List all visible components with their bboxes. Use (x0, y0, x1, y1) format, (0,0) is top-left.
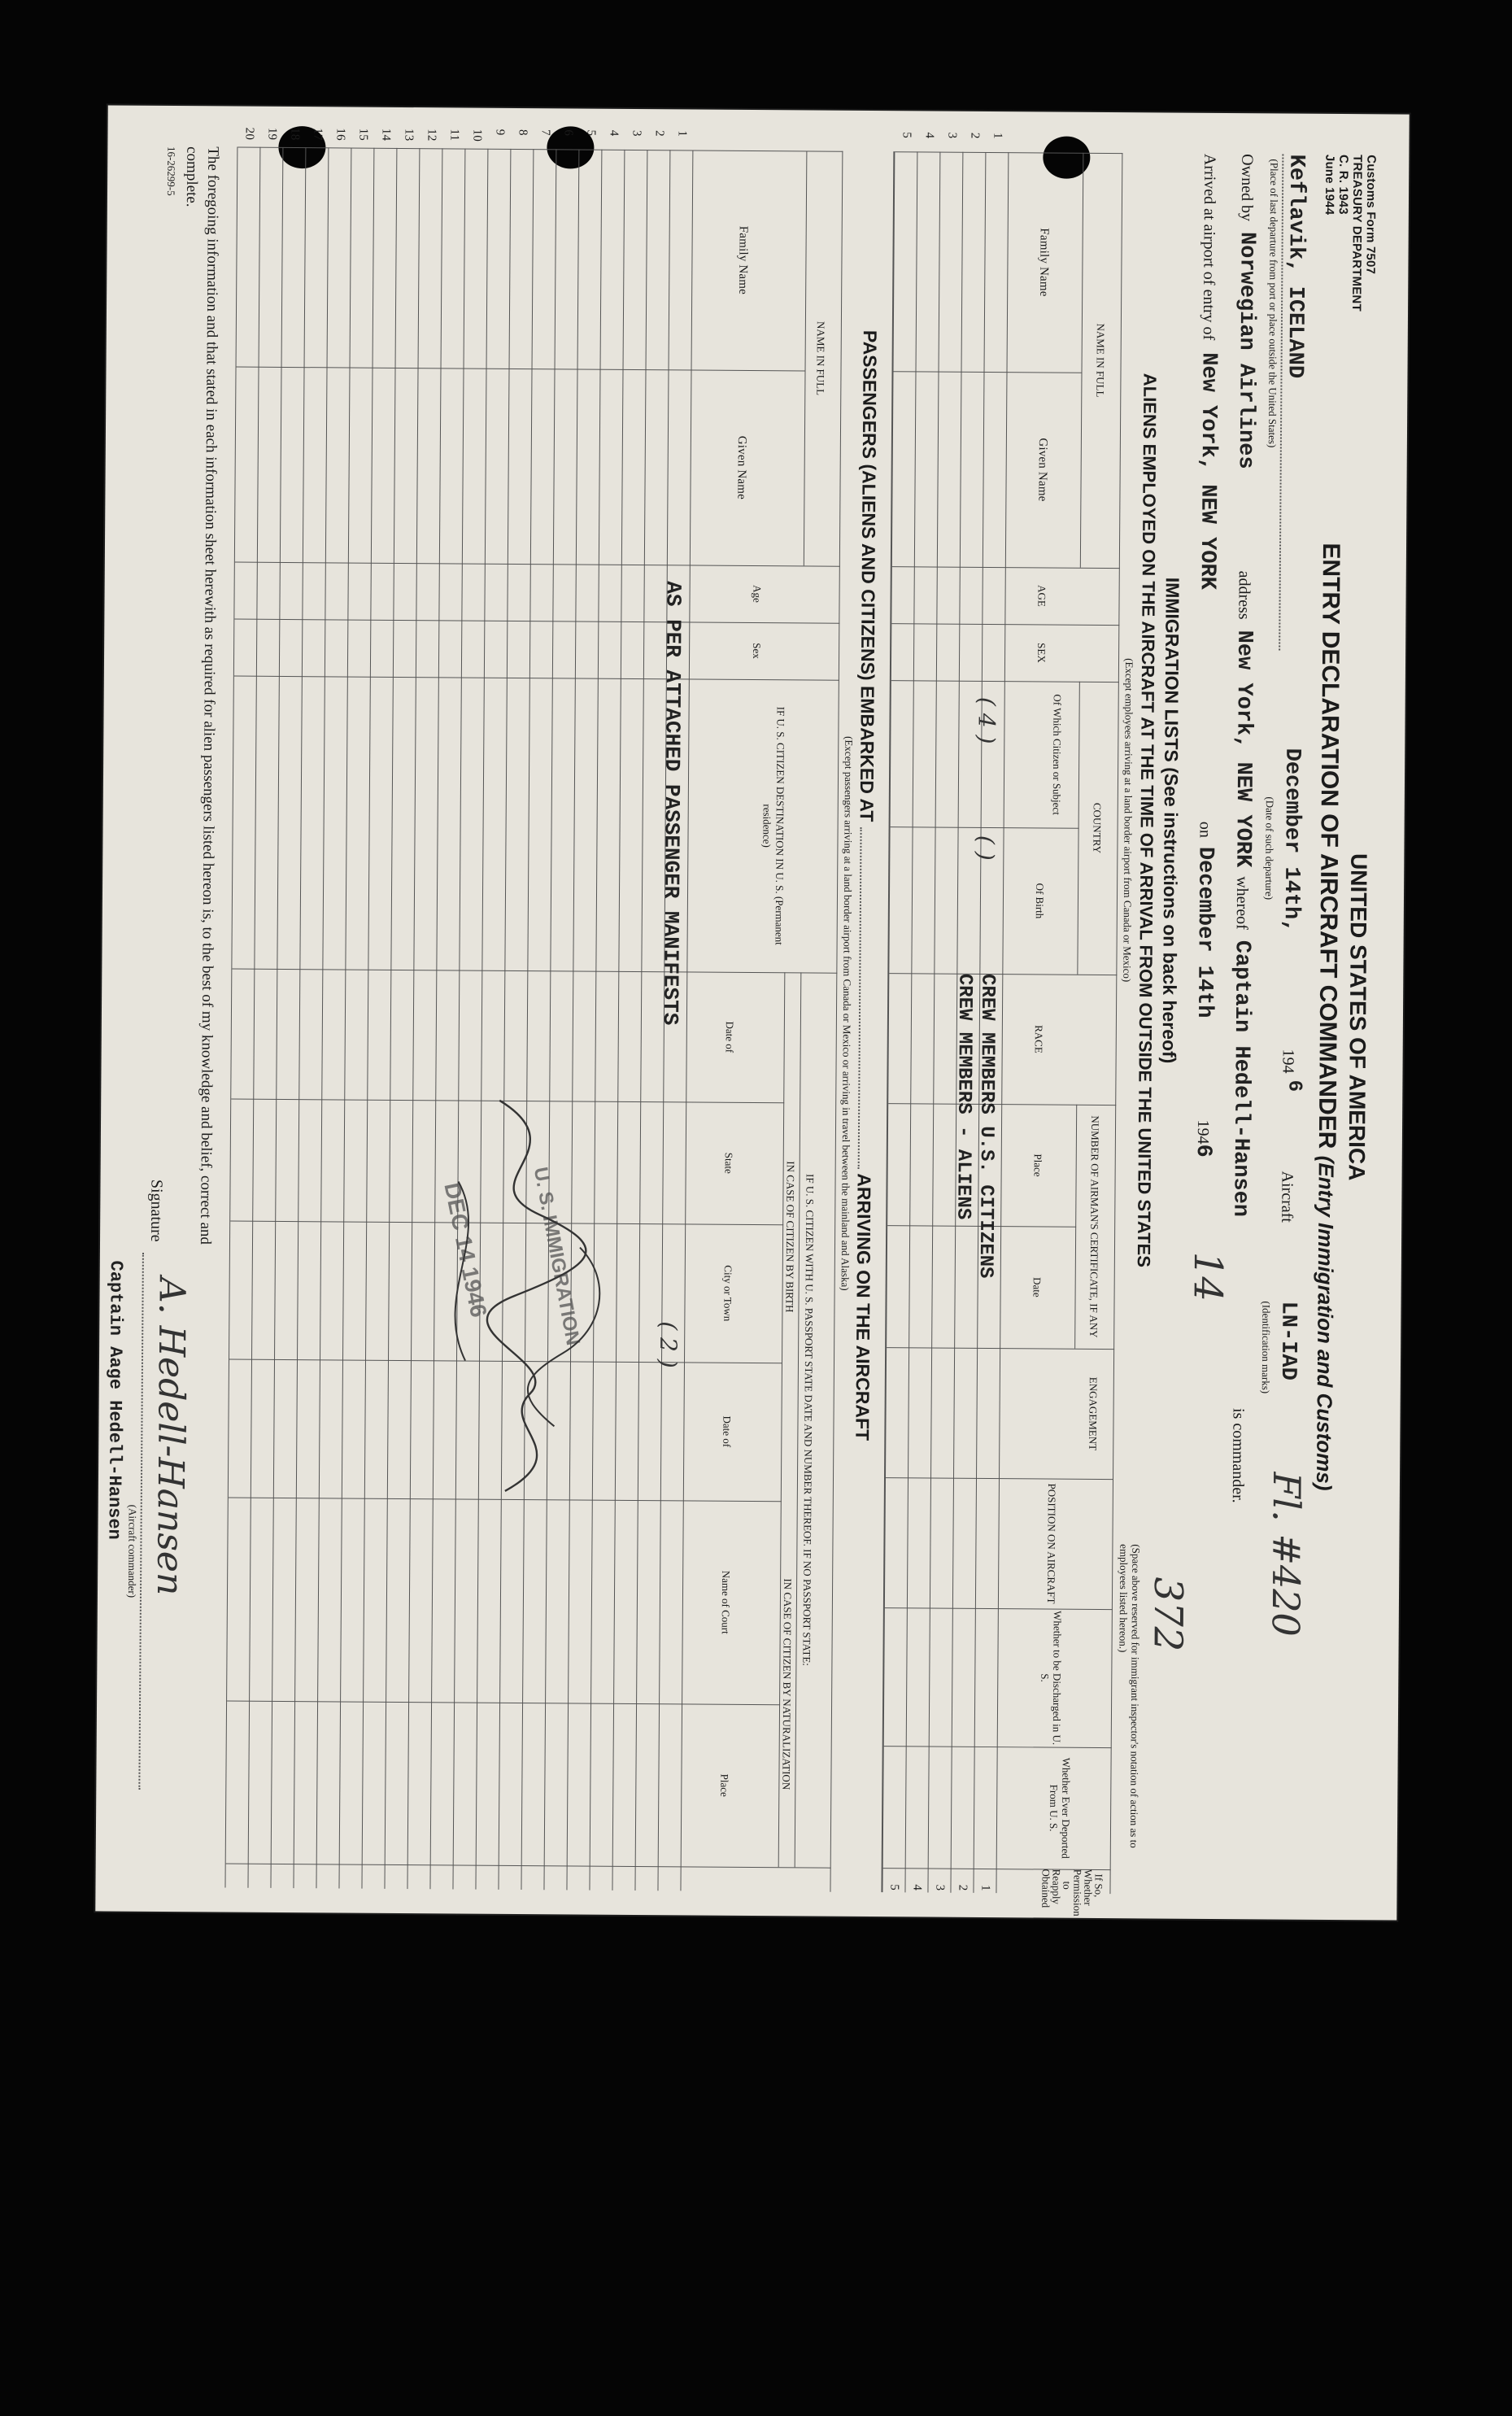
form-rule: C. R. 1943 (1336, 154, 1351, 215)
pass-col-birth-group: IN CASE OF CITIZEN BY BIRTH (783, 1161, 797, 1313)
form-date: June 1944 (1322, 154, 1337, 216)
immigration-stamp-text: U. S. IMMIGRATION (529, 1165, 585, 1348)
passenger-manifest-note: AS PER ATTACHED PASSENGER MANIFESTS (657, 581, 686, 1026)
year-prefix-1: 194 (1279, 1049, 1297, 1074)
passenger-row-line (612, 150, 625, 1890)
document-page (95, 105, 1409, 1920)
imm-col-given: Given Name (1035, 438, 1049, 502)
passenger-row-line (543, 149, 556, 1890)
crew-members-aliens: CREW MEMBERS - ALIENS (952, 973, 976, 1220)
commander-name: Captain Hedell-Hansen (1227, 940, 1254, 1218)
statement-line-1: The foregoing information and that stated in each information sheet herewith as required for alien passengers listed hereon is, to the best of my knowledge and belief, correct and (196, 146, 222, 1245)
imm-row-right-3: 3 (933, 1884, 947, 1891)
imm-col-sex: SEX (1035, 643, 1048, 663)
arrival-line (1191, 154, 1222, 1158)
number-handwritten: 372 (1144, 1577, 1192, 1652)
owner-value: Norwegian Airlines (1232, 231, 1259, 469)
pass-col-court: Name of Court (719, 1570, 733, 1634)
inspector-scribble (416, 1084, 630, 1508)
crew-paren-handwritten-2: ( ) (972, 835, 1000, 861)
imm-row-right-4: 4 (910, 1884, 924, 1891)
departure-date: December 14th, (1278, 748, 1305, 933)
passenger-row-number: 8 (516, 129, 529, 136)
passenger-row-line (452, 149, 465, 1890)
pass-col-sex: Sex (751, 643, 764, 659)
passenger-row-number: 19 (265, 127, 279, 141)
on-label: on (1196, 821, 1214, 838)
imm-col-name-full: NAME IN FULL (1094, 323, 1107, 398)
place-caption: (Place of last departure from port or place outside the United States) (1266, 159, 1281, 448)
passenger-row-line (566, 149, 579, 1890)
address-label: address (1235, 570, 1253, 620)
passenger-row-number: 17 (311, 128, 325, 141)
imm-col-discharged: Whether to be Discharged in U. S. (1039, 1611, 1064, 1746)
passenger-row-line (384, 148, 397, 1889)
immigration-subtitle: ALIENS EMPLOYED ON THE AIRCRAFT AT THE TIME OF ARRIVAL FROM OUTSIDE THE UNITED STATES (1133, 373, 1161, 1268)
passenger-row-number: 7 (538, 129, 552, 136)
passenger-row-number: 9 (493, 129, 507, 136)
passenger-row-line (407, 148, 420, 1889)
imm-col-race: RACE (1032, 1025, 1045, 1053)
passenger-row-line (247, 147, 260, 1888)
imm-row-right-2: 2 (956, 1884, 970, 1891)
passenger-row-line (475, 149, 488, 1890)
identification-caption: (Identification marks) (1259, 1301, 1273, 1394)
immigration-title: IMMIGRATION LISTS (See instructions on back hereof) (1158, 577, 1183, 1064)
immigration-note: (Except employees arriving at a land border airport from Canada or Mexico) (1121, 658, 1136, 983)
pass-col-date-of-nat: Date of (721, 1415, 734, 1448)
pass-col-given: Given Name (734, 435, 748, 500)
imm-col-age: AGE (1035, 585, 1048, 607)
is-commander-text: is commander. (1228, 1407, 1248, 1503)
crew-members-us: CREW MEMBERS U.S. CITIZENS (974, 973, 999, 1279)
passenger-row-line (270, 147, 283, 1888)
imm-row-2: 2 (968, 132, 982, 139)
imm-row-5: 5 (900, 132, 913, 139)
immigration-stamp-date: DEC 14 1946 (439, 1180, 492, 1319)
passenger-row-line (634, 150, 647, 1890)
pass-col-name-full: NAME IN FULL (814, 321, 827, 396)
passenger-row-number: 10 (470, 129, 484, 142)
passenger-row-number: 6 (561, 129, 575, 137)
passenger-row-line (429, 148, 442, 1889)
passenger-row-line (316, 147, 329, 1888)
passenger-row-number: 2 (652, 130, 666, 137)
gpo-number: 16-26299-5 (164, 146, 178, 196)
pass-col-destination: IF U. S. CITIZEN DESTINATION IN U. S. (Permanent residence) (760, 706, 787, 945)
aircraft-marks: LN-IAD (1275, 1301, 1301, 1380)
pass-col-age: Age (751, 585, 764, 603)
imm-col-airman: NUMBER OF AIRMAN'S CERTIFICATE, IF ANY (1087, 1115, 1102, 1338)
imm-col-position: POSITION ON AIRCRAFT (1044, 1483, 1058, 1604)
form-code: Customs Form 7507 (1363, 155, 1379, 275)
signature-label: Signature (147, 1179, 166, 1242)
passenger-row-line (224, 147, 237, 1888)
whereof-label: whereof (1232, 876, 1252, 930)
form-title-main: ENTRY DECLARATION OF AIRCRAFT COMMANDER (1313, 543, 1345, 1149)
imm-col-family: Family Name (1037, 228, 1051, 297)
pass-col-date-of: Date of (723, 1021, 736, 1053)
passenger-row-line (293, 147, 306, 1888)
passenger-row-number: 4 (607, 129, 621, 137)
imm-col-permission: If So, Whether Permission to Reapply Obtained (1039, 1869, 1105, 1917)
passengers-title: PASSENGERS (ALIENS AND CITIZENS) EMBARKED AT ARRIVING ON THE AIRCRAFT (852, 329, 881, 1441)
commander-caption: (Aircraft commander) (125, 1504, 139, 1598)
owned-by-label: Owned by (1237, 154, 1257, 222)
pass-col-place: Place (718, 1773, 731, 1797)
passenger-row-number: 5 (584, 129, 598, 137)
imm-col-date: Date (1031, 1277, 1044, 1297)
crew-count-handwritten: 14 (1184, 1251, 1231, 1302)
place-of-departure: Keflavik, ICELAND (1282, 154, 1309, 379)
passenger-row-line (521, 149, 534, 1890)
imm-col-deported: Whether Ever Deported From U. S. (1047, 1757, 1073, 1859)
passenger-row-number: 13 (402, 128, 416, 142)
commander-typed-name: Captain Aage Hedell-Hansen (103, 1260, 126, 1540)
date-caption: (Date of such departure) (1262, 796, 1276, 901)
passenger-row-number: 11 (447, 129, 461, 142)
rotated-form (103, 122, 1392, 1917)
passenger-row-line (589, 150, 602, 1890)
pass-col-state: State (722, 1152, 735, 1174)
pass-col-passport: IF U. S. CITIZEN WITH U. S. PASSPORT STATE DATE AND NUMBER THEREOF. IF NO PASSPORT STATE: (800, 1174, 817, 1666)
passenger-row-number: 18 (288, 127, 302, 141)
pass-col-nat-group: IN CASE OF CITIZEN BY NATURALIZATION (780, 1578, 795, 1790)
pass-col-city: City or Town (721, 1265, 734, 1322)
passenger-row-number: 20 (242, 127, 256, 141)
arrived-label: Arrived at airport of entry of (1199, 153, 1219, 341)
statement-line-2: complete. (182, 146, 201, 207)
reserved-note: (Space above reserved for immigrant inspector's notation of action as to employees listed hereon.) (1117, 1544, 1143, 1848)
departure-fill-line (1279, 155, 1305, 651)
owner-line (1226, 154, 1260, 1503)
passenger-row-line (498, 149, 511, 1890)
imm-col-country: COUNTRY (1091, 802, 1104, 854)
pass-col-family: Family Name (736, 225, 750, 295)
passenger-row-number: 15 (356, 128, 370, 142)
passenger-row-number: 3 (630, 129, 643, 137)
imm-col-citizen: Of Which Citizen or Subject (1050, 694, 1064, 815)
aircraft-label: Aircraft (1278, 1171, 1296, 1223)
passengers-arriving: ARRIVING ON THE AIRCRAFT (852, 1173, 875, 1441)
passenger-row-line (361, 148, 374, 1889)
imm-row-1: 1 (991, 133, 1004, 139)
owner-address: New York, NEW YORK (1230, 630, 1257, 868)
imm-col-birth: Of Birth (1033, 883, 1047, 919)
passenger-row-line (338, 148, 351, 1889)
arrival-airport: New York, NEW YORK (1194, 352, 1221, 591)
passengers-note: (Except passengers arriving at a land border airport from Canada or Mexico or arriving in travel between the mainland and Alaska) (839, 736, 856, 1291)
country-title: UNITED STATES OF AMERICA (1344, 853, 1372, 1181)
form-title-sub: (Entry Immigration and Customs) (1311, 1155, 1339, 1491)
flight-number-handwritten: Fl. #420 (1263, 1472, 1309, 1638)
arrival-date: December 14th (1191, 846, 1218, 1018)
imm-row-4: 4 (922, 132, 936, 139)
year-prefix-2: 194 (1193, 1119, 1213, 1145)
passenger-row-number: 16 (333, 128, 347, 141)
imm-row-3: 3 (945, 132, 959, 139)
passenger-row-number: 12 (425, 129, 438, 142)
imm-col-engagement: ENGAGEMENT (1087, 1376, 1100, 1451)
imm-col-place: Place (1031, 1153, 1044, 1177)
imm-row-right-1: 1 (978, 1884, 992, 1891)
arrival-year: 6 (1190, 1144, 1215, 1158)
passenger-paren-handwritten: ( 2 ) (654, 1321, 682, 1368)
commander-signature: A. Hedell-Hansen (148, 1276, 193, 1596)
imm-row-right-5: 5 (887, 1884, 901, 1891)
form-department: TREASURY DEPARTMENT (1349, 155, 1365, 312)
passenger-row-number: 14 (379, 128, 393, 142)
departure-year: 6 (1283, 1079, 1305, 1092)
crew-paren-handwritten: ( 4 ) (973, 696, 1000, 744)
passenger-row-number: 1 (675, 130, 689, 137)
